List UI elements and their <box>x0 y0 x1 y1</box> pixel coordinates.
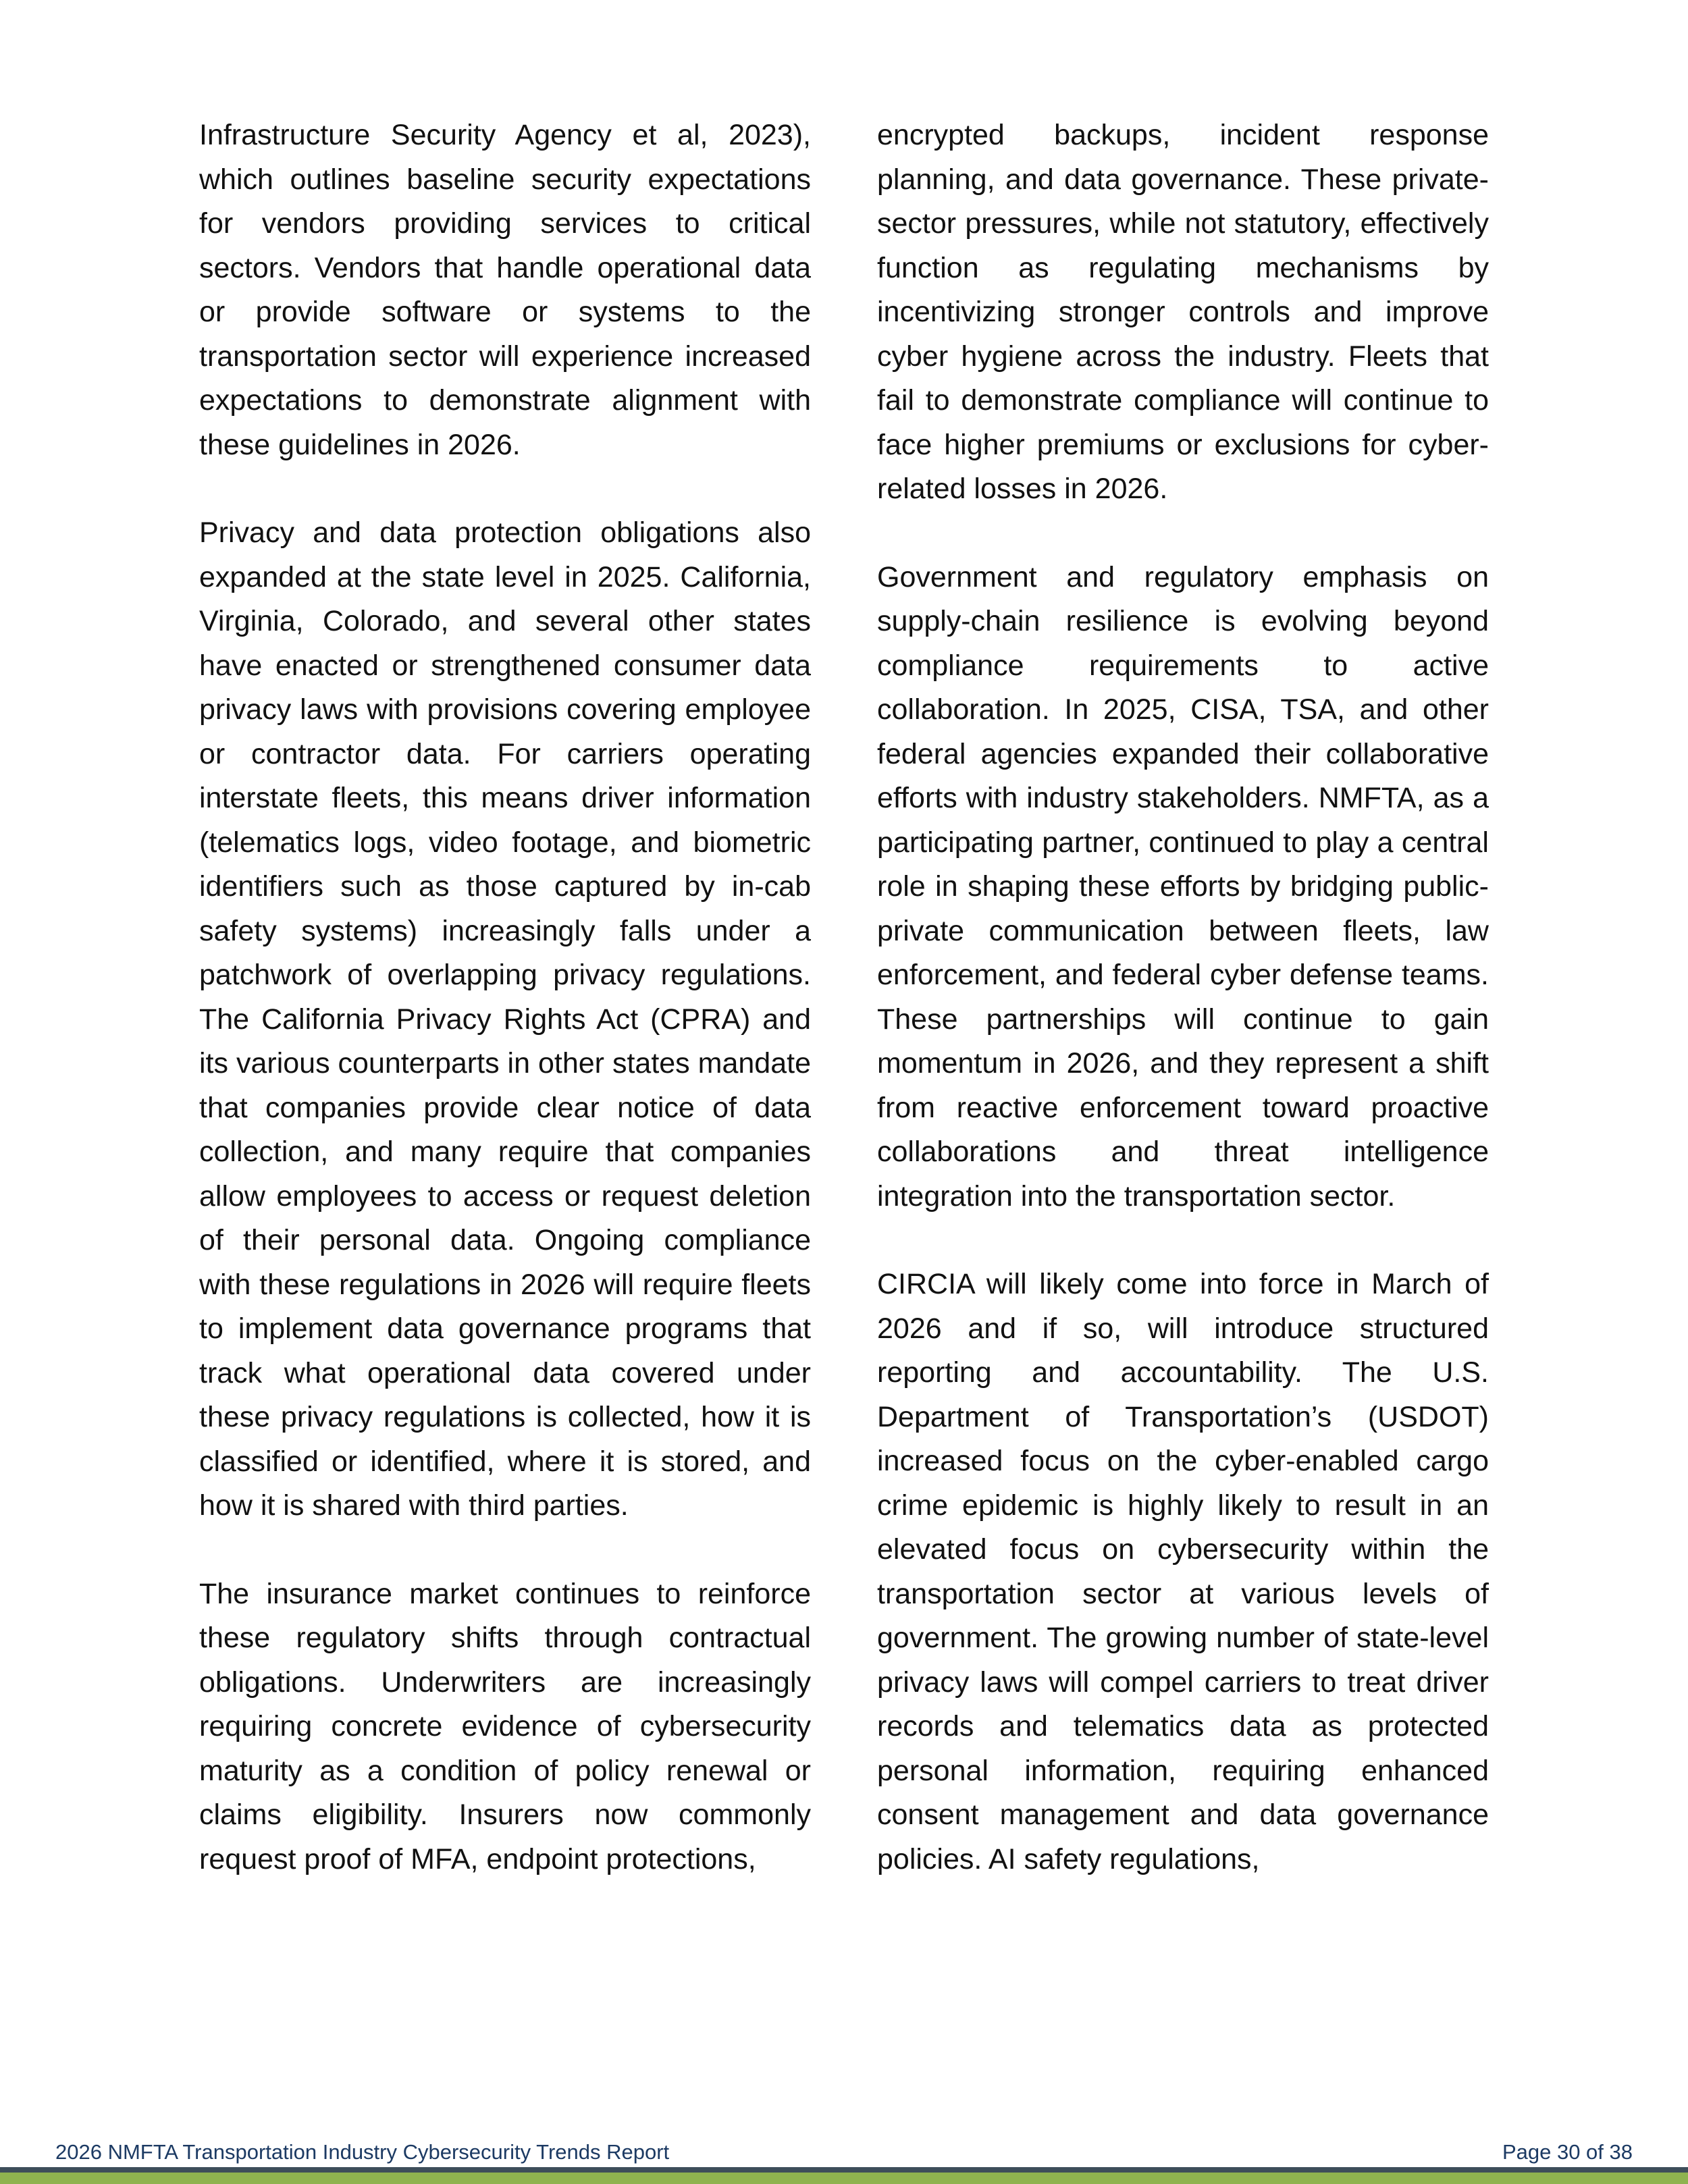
body-paragraph: Government and regulatory emphasis on supply-chain resilience is evolving beyond compliance requirements to active collaboration. In 2025, CISA, TSA, and other federal agencies expanded their collaborative efforts with industry stakeholders. NMFTA, as a participating partner, continued to play a central role in shaping these efforts by bridging public-private communication between fleets, law enforcement, and federal cyber defense teams. These partnerships will continue to gain momentum in 2026, and they represent a shift from reactive enforcement toward proactive collaborations and threat intelligence integration into the transportation sector. <box>877 560 1489 1213</box>
right-column <box>877 113 1489 1925</box>
footer-band-green-stripe <box>0 2173 1688 2184</box>
body-paragraph: encrypted backups, incident response planning, and data governance. These private-sector pressures, while not statutory, effectively function as regulating mechanisms by incentivizing stronger controls and improve cyber hygiene across the industry. Fleets that fail to demonstrate compliance will continue to face higher premiums or exclusions for cyber-related losses in 2026. <box>877 119 1489 505</box>
page-footer <box>0 2140 1688 2167</box>
footer-page-number: Page 30 of 38 <box>1502 2140 1633 2164</box>
footer-band-dark-stripe <box>0 2167 1688 2173</box>
left-column <box>199 113 811 1925</box>
footer-decorative-band <box>0 2167 1688 2184</box>
body-paragraph: CIRCIA will likely come into force in March of 2026 and if so, will introduce structured reporting and accountability. The U.S. Department of Transportation’s (USDOT) increased focus on the cyber-enabled cargo crime epidemic is highly likely to result in an elevated focus on cybersecurity within the transportation sector at various levels of government. The growing number of state-level privacy laws will compel carriers to treat driver records and telematics data as protected personal information, requiring enhanced consent management and data governance policies. AI safety regulations, <box>877 1268 1489 1875</box>
body-paragraph: Privacy and data protection obligations also expanded at the state level in 2025. California, Virginia, Colorado, and several other states have enacted or strengthened consumer data privacy laws with provisions covering employee or contractor data. For carriers operating interstate fleets, this means driver information (telematics logs, video footage, and biometric identifiers such as those captured by in-cab safety systems) increasingly falls under a patchwork of overlapping privacy regulations. The California Privacy Rights Act (CPRA) and its various counterparts in other states mandate that companies provide clear notice of data collection, and many require that companies allow employees to access or request deletion of their personal data. Ongoing compliance with these regulations in 2026 will require fleets to implement data governance programs that track what operational data covered under these privacy regulations is collected, how it is classified or identified, where it is stored, and how it is shared with third parties. <box>199 516 811 1522</box>
body-paragraph: Infrastructure Security Agency et al, 2023), which outlines baseline security expectations for vendors providing services to critical sectors. Vendors that handle operational data or provide software or systems to the transportation sector will experience increased expectations to demonstrate alignment with these guidelines in 2026. <box>199 119 811 461</box>
footer-report-title: 2026 NMFTA Transportation Industry Cybersecurity Trends Report <box>55 2140 670 2164</box>
body-paragraph: The insurance market continues to reinforce these regulatory shifts through contractual obligations. Underwriters are increasingly requiring concrete evidence of cybersecurity maturity as a condition of policy renewal or claims eligibility. Insurers now commonly request proof of MFA, endpoint protections, <box>199 1577 811 1875</box>
